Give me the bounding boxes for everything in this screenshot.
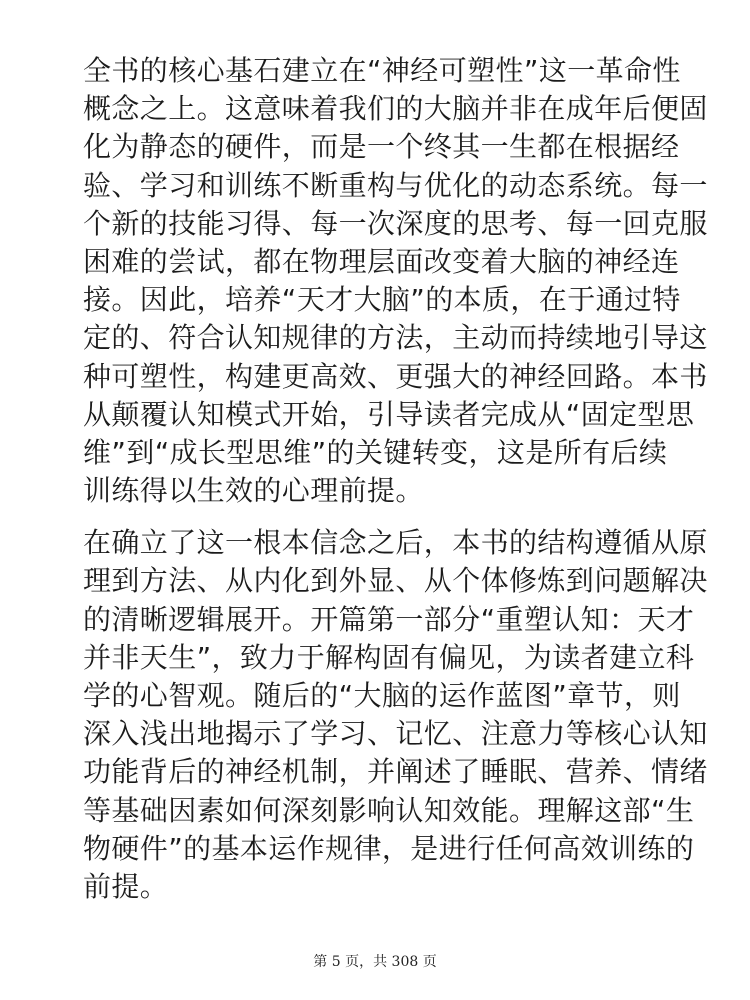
text-line: 概念之上。这意味着我们的大脑并非在成年后便固	[83, 92, 708, 126]
body-text	[83, 52, 708, 906]
text-line: 个新的技能习得、每一次深度的思考、每一回克服	[83, 206, 708, 240]
text-line: 并非天生”，致力于解构固有偏见，为读者建立科	[83, 640, 695, 674]
text-line: 学的心智观。随后的“大脑的运作蓝图”章节，则	[83, 679, 681, 712]
text-line: 理到方法、从内化到外显、从个体修炼到问题解决	[83, 564, 708, 598]
text-line: 物硬件”的基本运作规律，是进行任何高效训练的	[83, 831, 695, 865]
text-line: 从颠覆认知模式开始，引导读者完成从“固定型思	[83, 397, 695, 431]
text-line: 等基础因素如何深刻影响认知效能。理解这部“生	[83, 793, 695, 827]
text-line: 功能背后的神经机制，并阐述了睡眠、营养、情绪	[83, 755, 708, 789]
text-line: 种可塑性，构建更高效、更强大的神经回路。本书	[83, 359, 708, 393]
paragraph-2	[83, 524, 708, 906]
text-line: 深入浅出地揭示了学习、记忆、注意力等核心认知	[83, 717, 708, 751]
text-line: 的清晰逻辑展开。开篇第一部分“重塑认知：天才	[83, 602, 695, 636]
page-number-footer: 第 5 页，共 308 页	[313, 954, 437, 970]
text-line: 接。因此，培养“天才大脑”的本质，在于通过特	[83, 283, 681, 317]
text-line: 验、学习和训练不断重构与优化的动态系统。每一	[83, 168, 708, 202]
text-line: 全书的核心基石建立在“神经可塑性”这一革命性	[83, 54, 681, 87]
text-line: 困难的尝试，都在物理层面改变着大脑的神经连	[83, 244, 680, 278]
text-line: 训练得以生效的心理前提。	[83, 474, 424, 508]
paragraph-1	[83, 52, 708, 510]
text-line: 维”到“成长型思维”的关键转变，这是所有后续	[83, 435, 668, 469]
text-line: 定的、符合认知规律的方法，主动而持续地引导这	[83, 321, 708, 355]
text-line: 在确立了这一根本信念之后，本书的结构遵循从原	[83, 526, 708, 560]
text-line: 前提。	[83, 869, 169, 903]
text-line: 化为静态的硬件，而是一个终其一生都在根据经	[83, 130, 680, 164]
